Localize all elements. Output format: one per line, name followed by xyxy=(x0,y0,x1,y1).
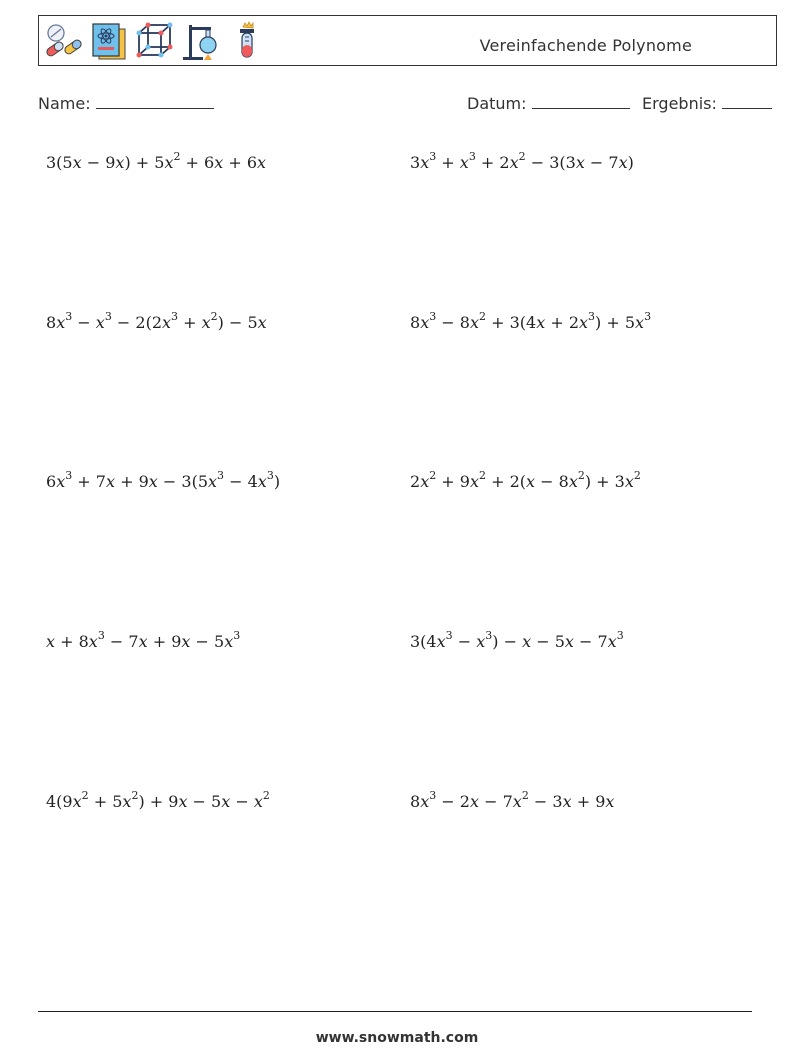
name-label: Name: xyxy=(38,94,91,113)
problem-1: $3(5x - 9x) + 5x^2 + 6x + 6x$ xyxy=(46,150,267,172)
worksheet-header xyxy=(38,15,777,66)
pills-icon xyxy=(43,21,83,61)
science-book-icon xyxy=(89,21,129,61)
problem-6: $2x^2 + 9x^2 + 2(x - 8x^2) + 3x^2$ xyxy=(410,469,641,491)
date-blank[interactable] xyxy=(532,94,630,109)
date-field[interactable] xyxy=(467,94,630,113)
problem-2: $3x^3 + x^3 + 2x^2 - 3(3x - 7x)$ xyxy=(410,150,634,172)
lab-stand-flask-icon xyxy=(181,21,221,61)
result-label: Ergebnis: xyxy=(642,94,717,113)
name-blank[interactable] xyxy=(96,94,214,109)
date-label: Datum: xyxy=(467,94,527,113)
problem-7: $x + 8x^3 - 7x + 9x - 5x^3$ xyxy=(46,629,241,651)
cube-frame-icon xyxy=(135,21,175,61)
problem-9: $4(9x^2 + 5x^2) + 9x - 5x - x^2$ xyxy=(46,789,270,811)
problem-5: $6x^3 + 7x + 9x - 3(5x^3 - 4x^3)$ xyxy=(46,469,281,491)
test-tube-icon xyxy=(227,21,267,61)
result-blank[interactable] xyxy=(722,94,772,109)
result-field[interactable] xyxy=(642,94,772,113)
problem-8: $3(4x^3 - x^3) - x - 5x - 7x^3$ xyxy=(410,629,624,651)
worksheet-title: Vereinfachende Polynome xyxy=(479,36,692,55)
problem-4: $8x^3 - 8x^2 + 3(4x + 2x^3) + 5x^3$ xyxy=(410,310,652,332)
name-field[interactable] xyxy=(38,94,214,113)
problem-10: $8x^3 - 2x - 7x^2 - 3x + 9x$ xyxy=(410,789,615,811)
footer-site[interactable]: www.snowmath.com xyxy=(315,1030,479,1046)
footer-divider xyxy=(38,1011,752,1012)
problem-3: $8x^3 - x^3 - 2(2x^3 + x^2) - 5x$ xyxy=(46,310,267,332)
header-icons xyxy=(43,21,267,61)
